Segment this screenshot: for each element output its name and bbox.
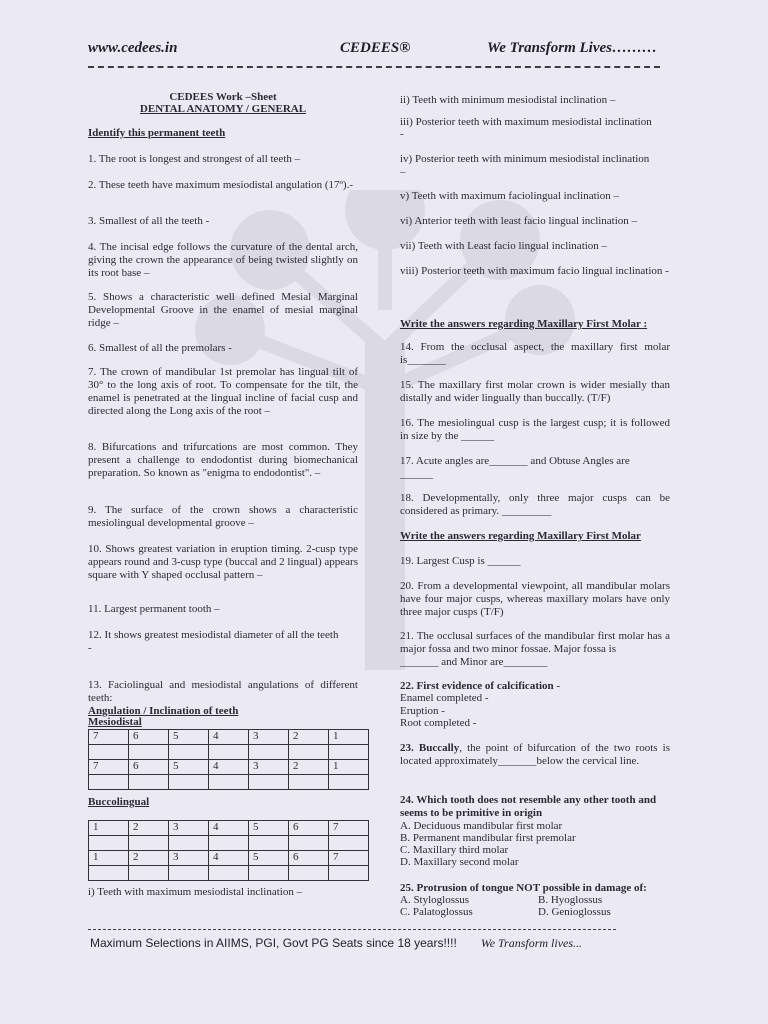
table-cell: 1 xyxy=(89,821,129,836)
table-cell xyxy=(209,775,249,790)
question-12-dash: - xyxy=(88,642,92,654)
mesiodistal-label: Mesiodistal xyxy=(88,716,142,728)
table-cell xyxy=(129,836,169,851)
table-cell: 2 xyxy=(289,760,329,775)
question-23-text: , the point of bifurcation of the two roots is located approximately_______below the cervical line. xyxy=(400,742,670,767)
question-ii: ii) Teeth with minimum mesiodistal inclination – xyxy=(400,94,616,106)
mesiodistal-table xyxy=(88,729,369,790)
question-25: 25. Protrusion of tongue NOT possible in damage of: xyxy=(400,882,647,894)
table-row xyxy=(89,821,369,836)
table-cell xyxy=(129,775,169,790)
table-cell: 5 xyxy=(249,851,289,866)
table-cell: 1 xyxy=(329,730,369,745)
question-22: 22. First evidence of calcification - xyxy=(400,680,561,692)
table-cell: 5 xyxy=(169,760,209,775)
table-cell xyxy=(89,836,129,851)
question-1: 1. The root is longest and strongest of all teeth – xyxy=(88,153,301,165)
question-11: 11. Largest permanent tooth – xyxy=(88,603,220,615)
table-row xyxy=(89,851,369,866)
question-4: 4. The incisal edge follows the curvature of the dental arch, giving the crown the appearance of being twisted slightly on its root base – xyxy=(88,241,358,279)
question-24-option-c: C. Maxillary third molar xyxy=(400,844,509,856)
question-25-row-2 xyxy=(400,906,670,919)
table-cell xyxy=(249,775,289,790)
footer-tagline: We Transform lives... xyxy=(480,936,583,950)
footer xyxy=(90,936,582,951)
table-cell: 4 xyxy=(209,851,249,866)
table-cell xyxy=(289,866,329,881)
header-tagline: We Transform Lives……… xyxy=(487,40,657,56)
question-24-option-b: B. Permanent mandibular first premolar xyxy=(400,832,576,844)
table-cell xyxy=(89,745,129,760)
table-cell: 1 xyxy=(89,851,129,866)
question-iv-dash: – xyxy=(400,166,406,178)
question-14: 14. From the occlusal aspect, the maxillary first molar is_______ xyxy=(400,341,670,366)
table-cell xyxy=(169,775,209,790)
footer-text: Maximum Selections in AIIMS, PGI, Govt PG Seats since 18 years!!!! xyxy=(90,936,457,950)
question-23-lead: 23. Buccally xyxy=(400,742,460,754)
table-cell: 6 xyxy=(129,760,169,775)
table-row xyxy=(89,866,369,881)
table-cell xyxy=(249,836,289,851)
table-cell xyxy=(289,836,329,851)
question-21: 21. The occlusal surfaces of the mandibular first molar has a major fossa and two minor fossae. Major fossa is xyxy=(400,630,670,655)
table-cell xyxy=(169,866,209,881)
question-iii: iii) Posterior teeth with maximum mesiodistal inclination xyxy=(400,116,652,128)
question-6: 6. Smallest of all the premolars - xyxy=(88,342,232,354)
table-cell: 4 xyxy=(209,760,249,775)
table-cell xyxy=(209,866,249,881)
table-cell: 2 xyxy=(289,730,329,745)
table-cell: 3 xyxy=(169,821,209,836)
question-25-option-a: A. Styloglossus xyxy=(400,894,470,906)
worksheet-title: CEDEES Work –Sheet xyxy=(169,91,277,103)
question-22-eruption: Eruption - xyxy=(400,705,445,717)
table-cell xyxy=(169,745,209,760)
footer-divider xyxy=(88,929,616,930)
question-24-option-a: A. Deciduous mandibular first molar xyxy=(400,820,563,832)
table-row xyxy=(89,775,369,790)
table-cell xyxy=(329,836,369,851)
table-cell: 5 xyxy=(169,730,209,745)
question-22-enamel: Enamel completed - xyxy=(400,692,489,704)
table-cell: 7 xyxy=(89,730,129,745)
question-16: 16. The mesiolingual cusp is the largest cusp; it is followed in size by the ______ xyxy=(400,417,670,442)
question-25-option-d: D. Genioglossus xyxy=(538,906,611,918)
table-cell xyxy=(129,866,169,881)
question-12: 12. It shows greatest mesiodistal diameter of all the teeth xyxy=(88,629,339,641)
question-iii-dash: - xyxy=(400,128,404,140)
section-heading-maxillary-2: Write the answers regarding Maxillary First Molar xyxy=(400,530,641,542)
table-cell: 3 xyxy=(169,851,209,866)
question-19: 19. Largest Cusp is ______ xyxy=(400,555,521,567)
table-cell: 7 xyxy=(329,851,369,866)
question-21-blanks: _______ and Minor are________ xyxy=(400,656,548,668)
table-cell: 7 xyxy=(329,821,369,836)
angulation-heading: Angulation / Inclination of teeth xyxy=(88,705,239,717)
section-heading-maxillary-1: Write the answers regarding Maxillary First Molar : xyxy=(400,318,648,330)
question-i: i) Teeth with maximum mesiodistal inclination – xyxy=(88,886,303,898)
question-15: 15. The maxillary first molar crown is wider mesially than distally and wider lingually than buccally. (T/F) xyxy=(400,379,670,404)
question-23 xyxy=(400,742,670,768)
table-row xyxy=(89,730,369,745)
question-v: v) Teeth with maximum faciolingual inclination – xyxy=(400,190,619,202)
table-cell: 3 xyxy=(249,760,289,775)
table-cell xyxy=(329,866,369,881)
table-cell: 1 xyxy=(329,760,369,775)
table-cell xyxy=(329,775,369,790)
table-cell: 6 xyxy=(289,821,329,836)
question-9: 9. The surface of the crown shows a characteristic mesiolingual developmental groove – xyxy=(88,504,358,529)
table-cell: 4 xyxy=(209,730,249,745)
question-7: 7. The crown of mandibular 1st premolar has lingual tilt of 30° to the long axis of root. To compensate for the tilt, the enamel is penetrated at the lingual incline of facial cusp and directed along the Long axis of the root – xyxy=(88,366,358,417)
question-5: 5. Shows a characteristic well defined Mesial Marginal Developmental Groove in the enamel of mesial marginal ridge – xyxy=(88,291,358,329)
table-cell: 6 xyxy=(129,730,169,745)
question-10: 10. Shows greatest variation in eruption timing. 2-cusp type appears round and 3-cusp type (buccal and 2 lingual) appears square with Y shaped occlusal pattern – xyxy=(88,543,358,581)
question-2: 2. These teeth have maximum mesiodistal angulation (17º).- xyxy=(88,179,354,191)
question-24: 24. Which tooth does not resemble any other tooth and seems to be primitive in origin xyxy=(400,794,657,819)
table-cell xyxy=(249,866,289,881)
buccolingual-table xyxy=(88,820,369,881)
brand-name: CEDEES® xyxy=(340,40,411,56)
table-row xyxy=(89,760,369,775)
question-8: 8. Bifurcations and trifurcations are most common. They present a challenge to endodontist during biomechanical preparation. So known as "enigma to endodontist". – xyxy=(88,441,358,479)
question-25-option-c: C. Palatoglossus xyxy=(400,906,473,918)
header-divider xyxy=(88,66,660,68)
table-cell xyxy=(209,745,249,760)
worksheet-subtitle: DENTAL ANATOMY / GENERAL xyxy=(139,103,307,115)
table-cell xyxy=(89,775,129,790)
table-cell: 2 xyxy=(129,821,169,836)
question-20: 20. From a developmental viewpoint, all mandibular molars have four major cusps, whereas maxillary molars have only three major cusps (T/F) xyxy=(400,580,670,618)
website-url: www.cedees.in xyxy=(88,40,178,56)
question-iv: iv) Posterior teeth with minimum mesiodistal inclination xyxy=(400,153,650,165)
question-vii: vii) Teeth with Least facio lingual inclination – xyxy=(400,240,608,252)
section-heading-identify: Identify this permanent teeth xyxy=(88,127,226,139)
question-25-option-b: B. Hyoglossus xyxy=(538,894,603,906)
table-cell xyxy=(289,775,329,790)
table-cell xyxy=(329,745,369,760)
table-cell xyxy=(129,745,169,760)
table-cell: 4 xyxy=(209,821,249,836)
table-cell xyxy=(89,866,129,881)
buccolingual-label: Buccolingual xyxy=(88,796,150,808)
question-vi: vi) Anterior teeth with least facio lingual inclination – xyxy=(400,215,638,227)
question-22-root: Root completed - xyxy=(400,717,477,729)
table-cell: 6 xyxy=(289,851,329,866)
table-cell: 3 xyxy=(249,730,289,745)
question-24-option-d: D. Maxillary second molar xyxy=(400,856,519,868)
table-cell xyxy=(289,745,329,760)
question-viii: viii) Posterior teeth with maximum facio lingual inclination - xyxy=(400,265,669,277)
question-13: 13. Faciolingual and mesiodistal angulations of different teeth: xyxy=(88,679,358,704)
table-cell: 5 xyxy=(249,821,289,836)
table-cell: 7 xyxy=(89,760,129,775)
table-cell: 2 xyxy=(129,851,169,866)
question-18: 18. Developmentally, only three major cusps can be considered as primary. _________ xyxy=(400,492,670,517)
question-17: 17. Acute angles are_______ and Obtuse Angles are xyxy=(400,455,630,467)
table-cell xyxy=(209,836,249,851)
table-cell xyxy=(249,745,289,760)
table-row xyxy=(89,836,369,851)
question-3: 3. Smallest of all the teeth - xyxy=(88,215,210,227)
table-row xyxy=(89,745,369,760)
table-cell xyxy=(169,836,209,851)
question-17-blank: ______ xyxy=(400,468,433,480)
